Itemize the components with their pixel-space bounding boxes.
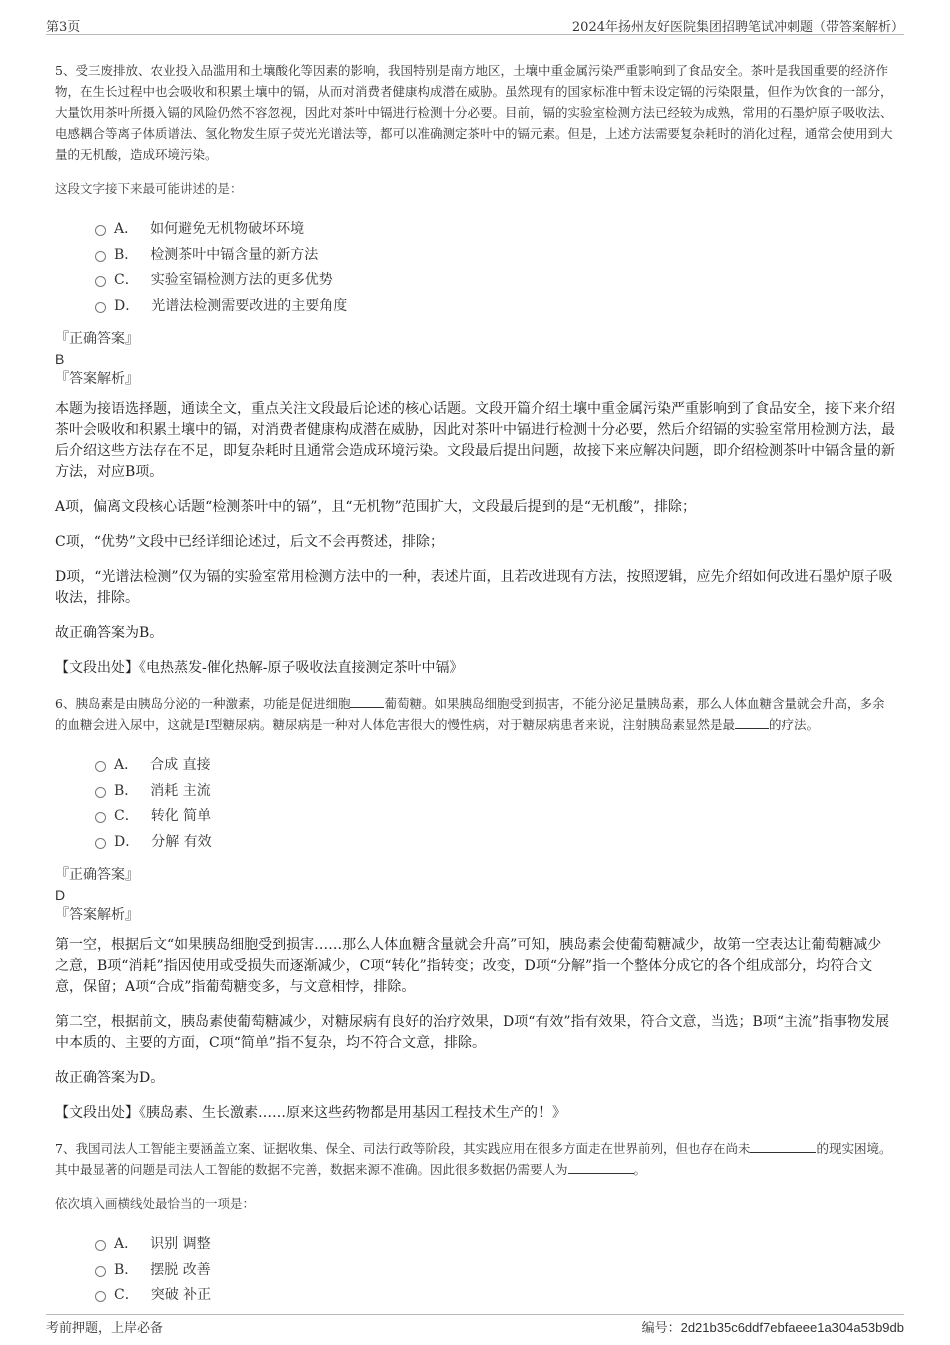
radio-icon[interactable] <box>95 1240 106 1251</box>
radio-icon[interactable] <box>95 1266 106 1277</box>
analysis-paragraph: A项，偏离文段核心话题“检测茶叶中的镉”，且“无机物”范围扩大，文段最后提到的是“无机酸”，排除； <box>55 499 697 515</box>
question-5-options <box>95 217 895 319</box>
source-citation: 【文段出处】《电热蒸发-催化热解-原子吸收法直接测定茶叶中镉》 <box>55 660 464 676</box>
blank-line <box>350 695 384 708</box>
radio-icon[interactable] <box>95 251 106 262</box>
analysis-conclusion: 故正确答案为B。 <box>55 625 164 641</box>
option-a[interactable]: A． 如何避免无机物破坏环境 <box>95 217 895 243</box>
question-5-text: 5、受三废排放、农业投入品滥用和土壤酸化等因素的影响，我国特别是南方地区，土壤中重金属污染严重影响到了食品安全。茶叶是我国重要的经济作物，在生长过程中也会吸收和积累土壤中的镉，从而对消费者健康构成潜在威胁。虽然现有的国家标准中暂未设定镉的污染限量，但作为饮食的一部分，大量饮用茶叶所摄入镉的风险仍然不容忽视，因此对茶叶中镉进行检测十分必要。目前，镉的实验室检测方法已经较为成熟，常用的石墨炉原子吸收法、电感耦合等离子体质谱法、氢化物发生原子荧光光谱法等，都可以准确测定茶叶中的镉元素。但是，上述方法需要复杂耗时的消化过程，通常会使用到大量的无机酸，造成环境污染。 <box>55 63 893 162</box>
radio-icon[interactable] <box>95 1291 106 1302</box>
analysis-label: 『答案解析』 <box>55 371 139 387</box>
answer-label: 『正确答案』 <box>55 331 139 347</box>
analysis-paragraph: 本题为接语选择题，通读全文，重点关注文段最后论述的核心话题。文段开篇介绍土壤中重金属污染严重影响到了食品安全，接下来介绍茶叶会吸收和积累土壤中的镉，对消费者健康构成潜在威胁，因此对茶叶中镉进行检测十分必要，然后介绍镉的实验室常用检测方法，最后介绍这些方法存在不足，即复杂耗时且通常会造成环境污染。文段最后提出问题，故接下来应解决问题，即介绍检测茶叶中镉含量的新方法，对应B项。 <box>55 401 895 480</box>
radio-icon[interactable] <box>95 787 106 798</box>
blank-line <box>568 1161 634 1174</box>
radio-icon[interactable] <box>95 812 106 823</box>
question-6 <box>55 693 895 1124</box>
page-footer <box>46 1314 904 1337</box>
question-6-text: 6、胰岛素是由胰岛分泌的一种激素，功能是促进细胞 葡萄糖。如果胰岛细胞受到损害，不能分泌足量胰岛素，那么人体血糖含量就会升高，多余的血糖会进入尿中，这就是I型糖尿病。糖尿病是一种对人体危害很大的慢性病，对于糖尿病患者来说，注射胰岛素显然是最 的疗法。 <box>55 696 885 732</box>
option-c[interactable]: C． 突破 补正 <box>95 1283 895 1309</box>
analysis-paragraph: D项，“光谱法检测”仅为镉的实验室常用检测方法中的一种，表述片面，且若改进现有方法，按照逻辑，应先介绍如何改进石墨炉原子吸收法，排除。 <box>55 569 893 606</box>
option-d[interactable]: D． 分解 有效 <box>95 830 895 856</box>
radio-icon[interactable] <box>95 276 106 287</box>
option-a[interactable]: A． 合成 直接 <box>95 753 895 779</box>
option-c[interactable]: C． 转化 简单 <box>95 804 895 830</box>
analysis-paragraph: C项，“优势”文段中已经详细论述过，后文不会再赘述，排除； <box>55 534 445 550</box>
blank-line <box>735 716 769 729</box>
blank-line <box>750 1140 816 1153</box>
question-5 <box>55 60 895 679</box>
radio-icon[interactable] <box>95 761 106 772</box>
analysis-conclusion: 故正确答案为D。 <box>55 1070 165 1086</box>
question-7-prompt: 依次填入画横线处最恰当的一项是： <box>55 1196 256 1211</box>
question-7-options <box>95 1232 895 1309</box>
question-5-prompt: 这段文字接下来最可能讲述的是： <box>55 181 243 196</box>
document-id: 编号：2d21b35c6ddf7ebfaeee1a304a53b9db <box>641 1320 904 1336</box>
page-header <box>46 14 904 35</box>
option-c[interactable]: C． 实验室镉检测方法的更多优势 <box>95 268 895 294</box>
answer-label: 『正确答案』 <box>55 867 139 883</box>
option-a[interactable]: A． 识别 调整 <box>95 1232 895 1258</box>
question-7-text: 7、我国司法人工智能主要涵盖立案、证据收集、保全、司法行政等阶段，其实践应用在很多方面走在世界前列，但也存在尚未 的现实困境。其中最显著的问题是司法人工智能的数据不完善，数据来源不准确。因此很多数据仍需要人为 。 <box>55 1141 892 1177</box>
correct-answer: B <box>55 351 65 367</box>
question-6-options <box>95 753 895 855</box>
option-b[interactable]: B． 检测茶叶中镉含量的新方法 <box>95 243 895 269</box>
page-number: 第3页 <box>46 20 81 35</box>
radio-icon[interactable] <box>95 225 106 236</box>
document-title: 2024年扬州友好医院集团招聘笔试冲刺题（带答案解析） <box>571 20 904 35</box>
option-d[interactable]: D． 光谱法检测需要改进的主要角度 <box>95 294 895 320</box>
analysis-paragraph: 第一空，根据后文“如果胰岛细胞受到损害……那么人体血糖含量就会升高”可知，胰岛素会使葡萄糖减少，故第一空表达让葡萄糖减少之意，B项“消耗”指因使用或受损失而逐渐减少，C项“转化”指转变；改变，D项“分解”指一个整体分成它的各个组成部分，均符合文意，保留；A项“合成”指葡萄糖变多，与文意相悖，排除。 <box>55 937 882 995</box>
analysis-paragraph: 第二空，根据前文，胰岛素使葡萄糖减少，对糖尿病有良好的治疗效果，D项“有效”指有效果，符合文意，当选；B项“主流”指事物发展中本质的、主要的方面，C项“简单”指不复杂，均不符合文意，排除。 <box>55 1014 890 1051</box>
main-content <box>55 60 895 1319</box>
option-b[interactable]: B． 消耗 主流 <box>95 779 895 805</box>
analysis-label: 『答案解析』 <box>55 907 139 923</box>
radio-icon[interactable] <box>95 838 106 849</box>
question-7 <box>55 1138 895 1309</box>
option-b[interactable]: B． 摆脱 改善 <box>95 1258 895 1284</box>
radio-icon[interactable] <box>95 302 106 313</box>
source-citation: 【文段出处】《胰岛素、生长激素……原来这些药物都是用基因工程技术生产的！》 <box>55 1105 566 1121</box>
footer-slogan: 考前押题，上岸必备 <box>46 1321 164 1336</box>
correct-answer: D <box>55 887 66 903</box>
